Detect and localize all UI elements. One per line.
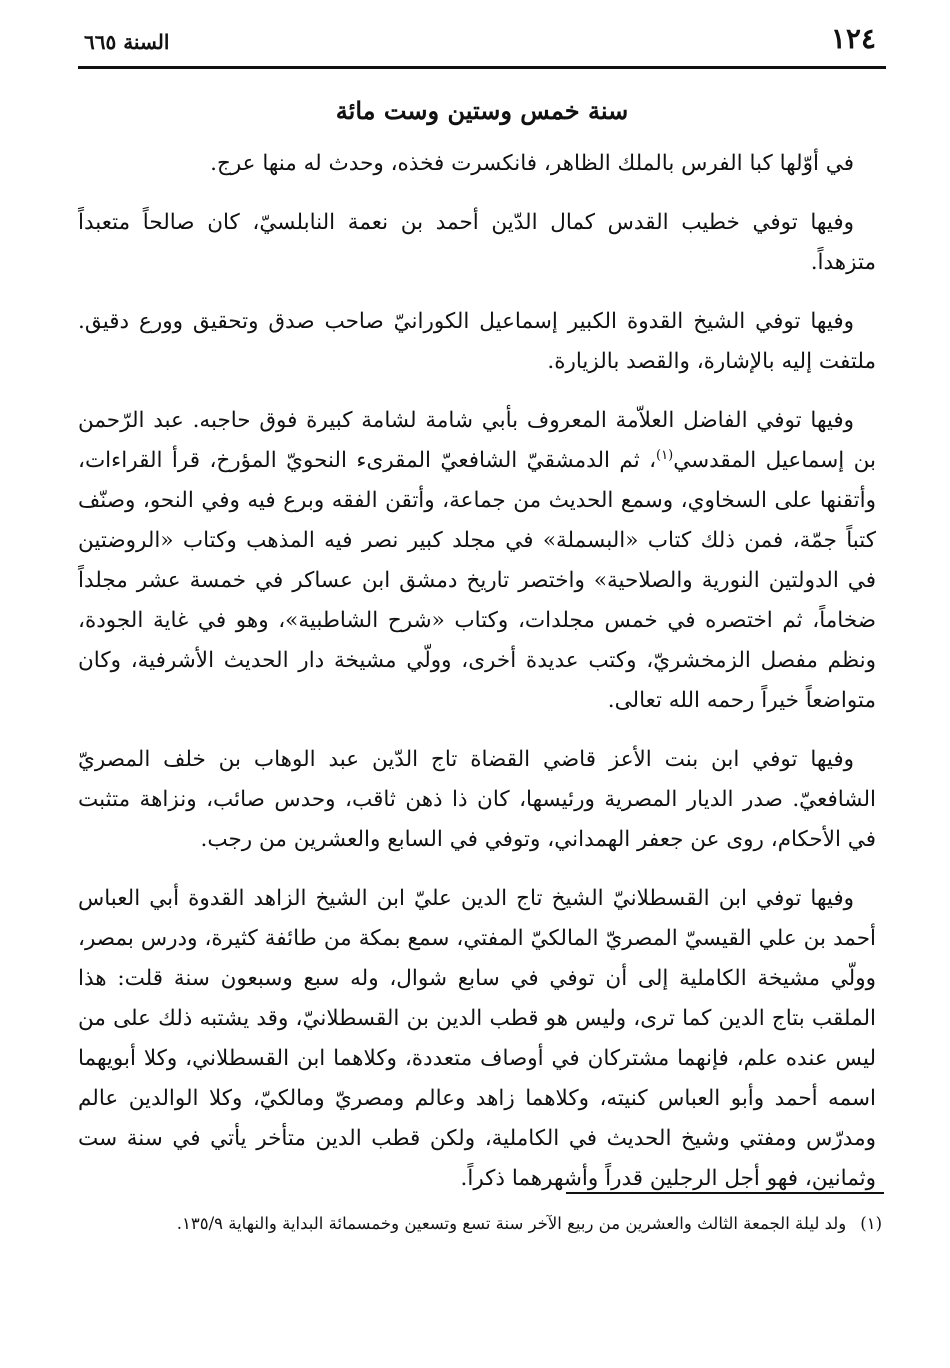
footnote-rule [566, 1192, 884, 1194]
footnote-reference[interactable]: (١) [656, 447, 674, 463]
paragraph: وفيها توفي ابن بنت الأعز قاضي القضاة تاج الدّين عبد الوهاب بن خلف المصريّ الشافعيّ. صدر الديار المصرية ورئيسها، كان ذا ذهن ثاقب، وحدس صائب، ونزاهة متثبت في الأحكام، روى عن جعفر الهمداني، وتوفي في السابع والعشرين من رجب. [78, 747, 876, 852]
chapter-title: سنة خمس وستين وست مائة [335, 96, 629, 125]
footnote [92, 1208, 882, 1240]
body-text [78, 144, 876, 1218]
paragraph-continuation: ، ثم الدمشقيّ الشافعيّ المقرىء النحويّ المؤرخ، قرأ القراءات، وأتقنها على السخاوي، وسمع الحديث من جماعة، وأتقن الفقه وبرع فيه وفي النحو، وصنّف كتباً جمّة، فمن ذلك كتاب «البسملة» في مجلد كبير نصر فيه المذهب وكتاب «الروضتين في الدولتين النورية والصلاحية» واختصر تاريخ دمشق ابن عساكر في خمسة عشر مجلداً ضخاماً، ثم اختصره في خمس مجلدات، وكتاب «شرح الشاطبية»، وهو في غاية الجودة، ونظم مفصل الزمخشريّ، وكتب عديدة أخرى، وولّي مشيخة دار الحديث الأشرفية، وكان متواضعاً خيراً رحمه الله تعالى. [78, 448, 876, 713]
paragraph-text: وفيها توفي الفاضل العلاّمة المعروف بأبي شامة لشامة كبيرة فوق حاجبه. عبد الرّحمن بن إسماعيل المقدسي [78, 408, 876, 473]
paragraph: وفيها توفي الشيخ القدوة الكبير إسماعيل الكورانيّ صاحب صدق وتحقيق وورع دقيق. ملتفت إليه بالإشارة، والقصد بالزيارة. [78, 309, 876, 374]
page-number: ١٢٤ [830, 22, 876, 55]
paragraph: وفيها توفي ابن القسطلانيّ الشيخ تاج الدين عليّ ابن الشيخ الزاهد القدوة أبي العباس أحمد بن علي القيسيّ المصريّ المالكيّ المفتي، سمع بمكة من طائفة كثيرة، ودرس بمصر، وولّي مشيخة الكاملية إلى أن توفي في سابع شوال، وله سبع وسبعون سنة قلت: هذا الملقب بتاج الدين كما ترى، وليس هو قطب الدين بن القسطلانيّ، وقد يشتبه ذلك على من ليس عنده علم، فإنهما مشتركان في أوصاف متعددة، وكلاهما ابن القسطلاني، وكلا أبويهما اسمه أحمد وأبو العباس كنيته، وكلاهما زاهد وعالم ومصريّ ومالكيّ، وكلا الوالدين عالم ومدرّس ومفتي وشيخ الحديث في الكاملية، ولكن قطب الدين متأخر يأتي في سنة ست وثمانين، فهو أجل الرجلين قدراً وأشهرهما ذكراً. [78, 886, 876, 1191]
footnote-marker: (١) [860, 1214, 882, 1233]
paragraph: في أوّلها كبا الفرس بالملك الظاهر، فانكسرت فخذه، وحدث له منها عرج. [210, 151, 854, 176]
paragraph: وفيها توفي خطيب القدس كمال الدّين أحمد بن نعمة النابلسيّ، كان صالحاً متعبداً متزهداً. [78, 210, 876, 275]
paragraph-abu-shama [78, 401, 876, 721]
footnote-text: ولد ليلة الجمعة الثالث والعشرين من ربيع الآخر سنة تسع وتسعين وخمسمائة البداية والنهاية ١٣٥/٩. [176, 1214, 847, 1233]
running-title: السنة ٦٦٥ [84, 30, 170, 54]
page-header [78, 22, 886, 62]
footnotes [92, 1208, 882, 1240]
header-rule [78, 66, 886, 69]
